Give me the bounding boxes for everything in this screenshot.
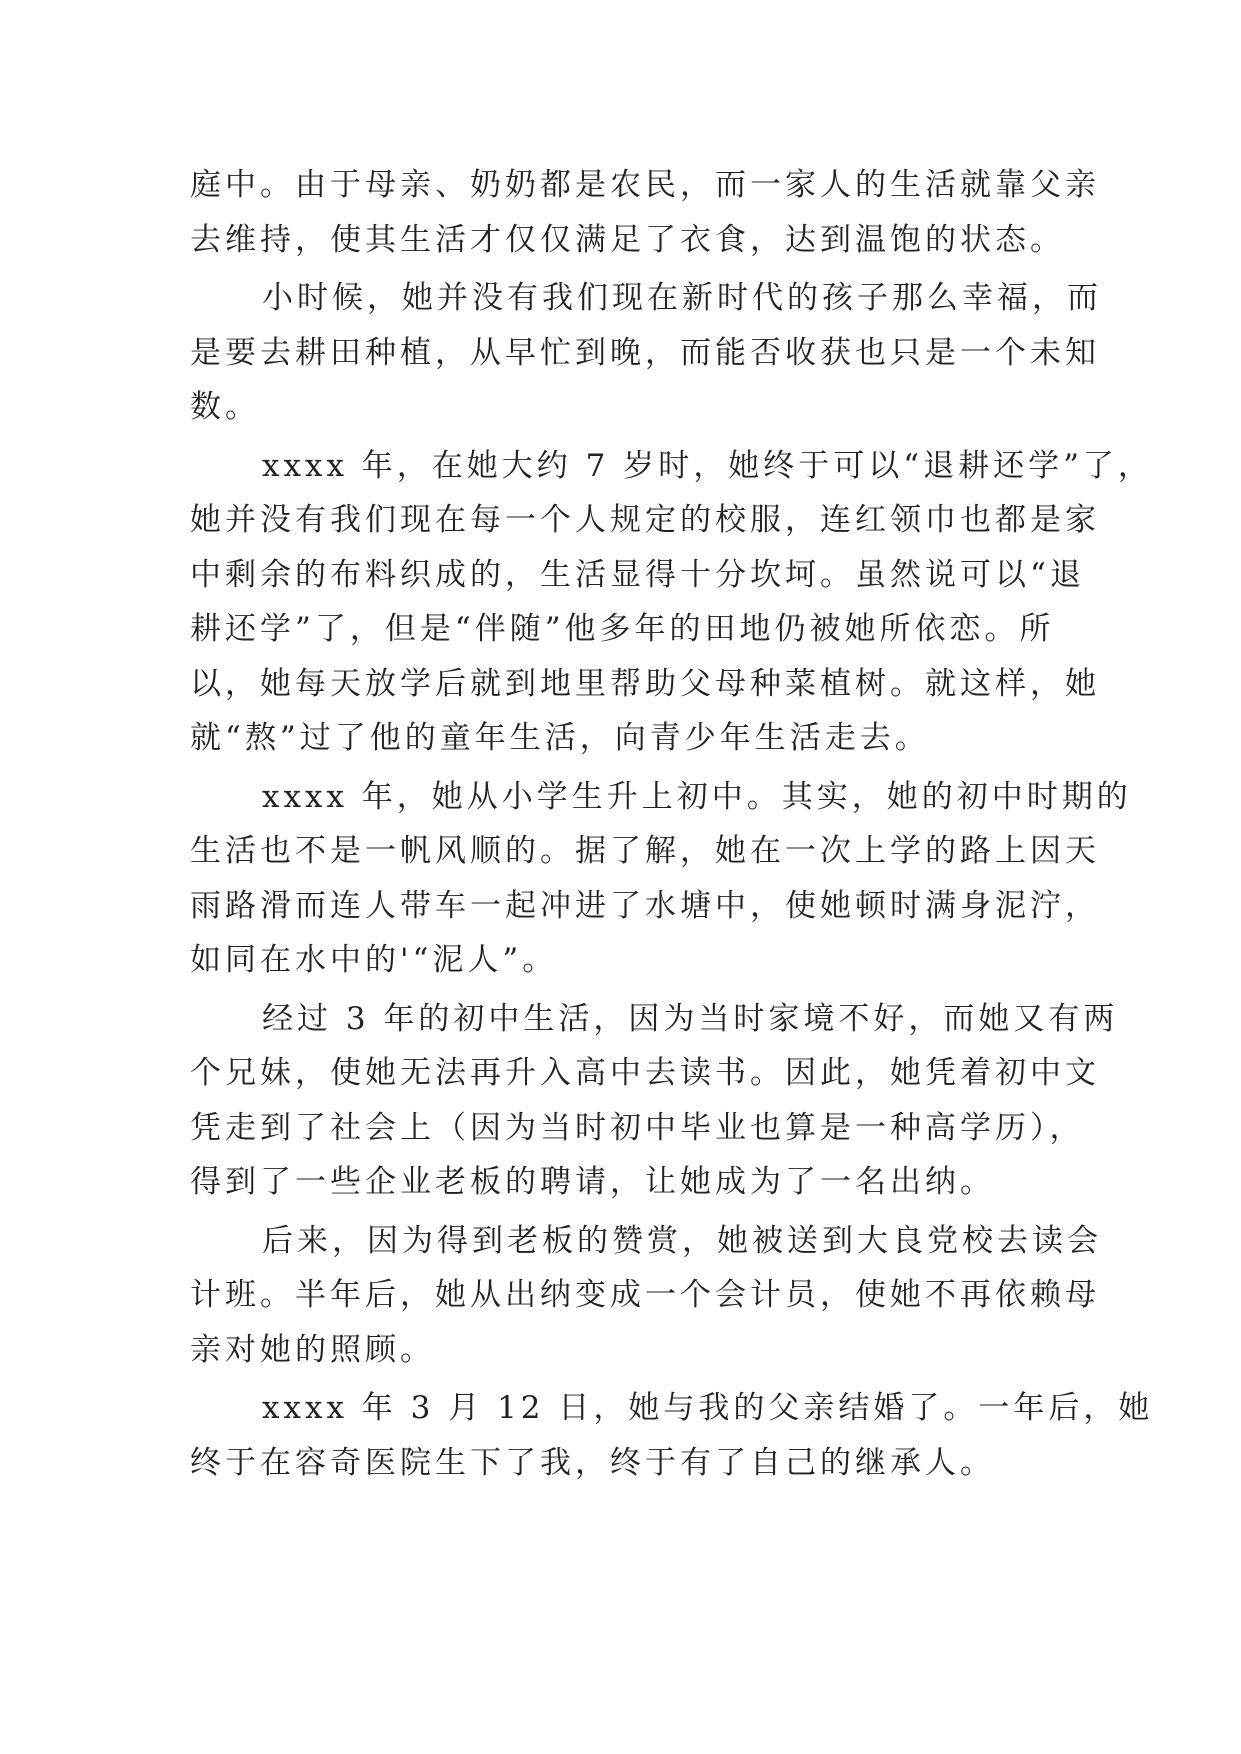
text-line: xxxx 年 3 月 12 日，她与我的父亲结婚了。一年后，她 [262,1390,1154,1426]
text-line: 个兄妹，使她无法再升入高中去读书。因此，她凭着初中文 [190,1055,1100,1091]
text-line: 雨路滑而连人带车一起冲进了水塘中，使她顿时满身泥泞， [190,887,1100,924]
text-line: 终于在容奇医院生下了我，终于有了自己的继承人。 [190,1444,995,1481]
text-line: 数。 [190,389,260,425]
text-line: 庭中。由于母亲、奶奶都是农民，而一家人的生活就靠父亲 [190,167,1100,203]
text-line: xxxx 年，她从小学生升上初中。其实，她的初中时期的 [262,778,1132,815]
text-line: 亲对她的照顾。 [190,1331,435,1368]
text-line: 计班。半年后，她从出纳变成一个会计员，使她不再依赖母 [190,1277,1100,1313]
text-line: 以，她每天放学后就到地里帮助父母种菜植树。就这样，她 [190,665,1100,702]
text-line: 小时候，她并没有我们现在新时代的孩子那么幸福，而 [262,280,1102,316]
text-line: 去维持，使其生活才仅仅满足了衣食，达到温饱的状态。 [190,221,1065,258]
text-line: 得到了一些企业老板的聘请，让她成为了一名出纳。 [190,1164,995,1200]
text-line: 如同在水中的'“泥人”。 [190,942,558,978]
text-line: 就“熬”过了他的童年生活，向青少年生活走去。 [190,720,930,756]
text-line: 是要去耕田种植，从早忙到晚，而能否收获也只是一个未知 [190,334,1100,371]
text-line: xxxx 年，在她大约 7 岁时，她终于可以“退耕还学”了， [262,447,1153,484]
text-line: 凭走到了社会上（因为当时初中毕业也算是一种高学历）， [190,1109,1085,1146]
text-line: 耕还学”了，但是“伴随”他多年的田地仍被她所依恋。所 [190,611,1055,647]
text-line: 中剩余的布料织成的，生活显得十分坎坷。虽然说可以“退 [190,556,1085,593]
text-line: 经过 3 年的初中生活，因为当时家境不好，而她又有两 [262,1000,1119,1037]
document-body [190,158,1154,1490]
text-line: 生活也不是一帆风顺的。据了解，她在一次上学的路上因天 [190,833,1100,869]
text-line: 后来，因为得到老板的赞赏，她被送到大良党校去读会 [262,1222,1102,1259]
text-line: 她并没有我们现在每一个人规定的校服，连红领巾也都是家 [190,502,1100,538]
